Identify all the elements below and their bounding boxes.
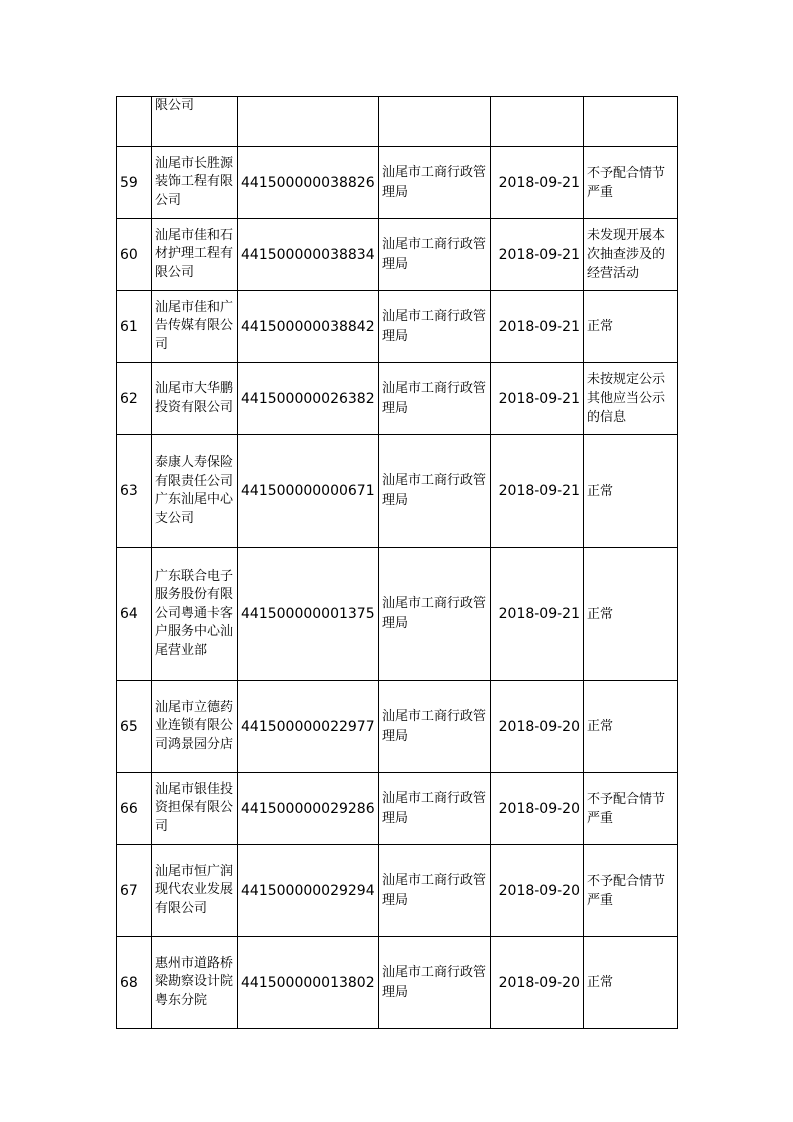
inspection-date: 2018-09-20 (491, 773, 584, 845)
inspection-date: 2018-09-21 (491, 147, 584, 219)
table-row (117, 548, 678, 681)
registration-authority: 汕尾市工商行政管理局 (379, 363, 491, 435)
enterprise-name: 汕尾市大华鹏投资有限公司 (152, 363, 238, 435)
table-row (117, 937, 678, 1029)
inspection-date: 2018-09-21 (491, 435, 584, 548)
registration-authority: 汕尾市工商行政管理局 (379, 219, 491, 291)
row-number: 61 (117, 291, 152, 363)
registration-authority: 汕尾市工商行政管理局 (379, 291, 491, 363)
row-number (117, 97, 152, 147)
inspection-result: 不予配合情节严重 (584, 147, 678, 219)
inspection-result: 正常 (584, 681, 678, 773)
enterprise-name: 惠州市道路桥梁勘察设计院粤东分院 (152, 937, 238, 1029)
registration-number: 441500000038826 (238, 147, 379, 219)
registration-authority: 汕尾市工商行政管理局 (379, 548, 491, 681)
enterprise-name: 汕尾市佳和广告传媒有限公司 (152, 291, 238, 363)
table-row (117, 219, 678, 291)
row-number: 60 (117, 219, 152, 291)
inspection-result: 正常 (584, 937, 678, 1029)
table-body (117, 97, 678, 1029)
inspection-date: 2018-09-21 (491, 219, 584, 291)
table-row (117, 291, 678, 363)
inspection-date: 2018-09-20 (491, 681, 584, 773)
enterprise-name: 汕尾市佳和石材护理工程有限公司 (152, 219, 238, 291)
registration-number: 441500000022977 (238, 681, 379, 773)
registration-number: 441500000029294 (238, 845, 379, 937)
row-number: 62 (117, 363, 152, 435)
registration-authority: 汕尾市工商行政管理局 (379, 147, 491, 219)
table-row (117, 435, 678, 548)
registration-number (238, 97, 379, 147)
inspection-result: 未按规定公示其他应当公示的信息 (584, 363, 678, 435)
table-row (117, 681, 678, 773)
enterprise-name: 限公司 (152, 97, 238, 147)
table-row (117, 147, 678, 219)
registration-authority: 汕尾市工商行政管理局 (379, 773, 491, 845)
inspection-result (584, 97, 678, 147)
inspection-result: 不予配合情节严重 (584, 773, 678, 845)
inspection-result: 正常 (584, 548, 678, 681)
table-row (117, 363, 678, 435)
enterprise-name: 汕尾市恒广润现代农业发展有限公司 (152, 845, 238, 937)
registration-authority: 汕尾市工商行政管理局 (379, 435, 491, 548)
row-number: 66 (117, 773, 152, 845)
enterprise-name: 汕尾市长胜源装饰工程有限公司 (152, 147, 238, 219)
registration-authority: 汕尾市工商行政管理局 (379, 681, 491, 773)
row-number: 59 (117, 147, 152, 219)
inspection-results-table (116, 96, 678, 1029)
registration-number: 441500000038842 (238, 291, 379, 363)
row-number: 64 (117, 548, 152, 681)
row-number: 68 (117, 937, 152, 1029)
table-row (117, 773, 678, 845)
table-row (117, 97, 678, 147)
enterprise-name: 泰康人寿保险有限责任公司广东汕尾中心支公司 (152, 435, 238, 548)
enterprise-name: 广东联合电子服务股份有限公司粤通卡客户服务中心汕尾营业部 (152, 548, 238, 681)
registration-number: 441500000000671 (238, 435, 379, 548)
table-row (117, 845, 678, 937)
inspection-result: 未发现开展本次抽查涉及的经营活动 (584, 219, 678, 291)
row-number: 67 (117, 845, 152, 937)
inspection-result: 正常 (584, 291, 678, 363)
row-number: 65 (117, 681, 152, 773)
inspection-result: 不予配合情节严重 (584, 845, 678, 937)
registration-authority: 汕尾市工商行政管理局 (379, 845, 491, 937)
enterprise-name: 汕尾市立德药业连锁有限公司鸿景园分店 (152, 681, 238, 773)
inspection-date: 2018-09-20 (491, 937, 584, 1029)
registration-number: 441500000001375 (238, 548, 379, 681)
row-number: 63 (117, 435, 152, 548)
inspection-date: 2018-09-21 (491, 291, 584, 363)
enterprise-name: 汕尾市银佳投资担保有限公司 (152, 773, 238, 845)
registration-number: 441500000026382 (238, 363, 379, 435)
registration-number: 441500000038834 (238, 219, 379, 291)
registration-authority: 汕尾市工商行政管理局 (379, 937, 491, 1029)
inspection-date (491, 97, 584, 147)
inspection-date: 2018-09-21 (491, 363, 584, 435)
registration-authority (379, 97, 491, 147)
registration-number: 441500000013802 (238, 937, 379, 1029)
inspection-date: 2018-09-20 (491, 845, 584, 937)
inspection-date: 2018-09-21 (491, 548, 584, 681)
registration-number: 441500000029286 (238, 773, 379, 845)
inspection-result: 正常 (584, 435, 678, 548)
